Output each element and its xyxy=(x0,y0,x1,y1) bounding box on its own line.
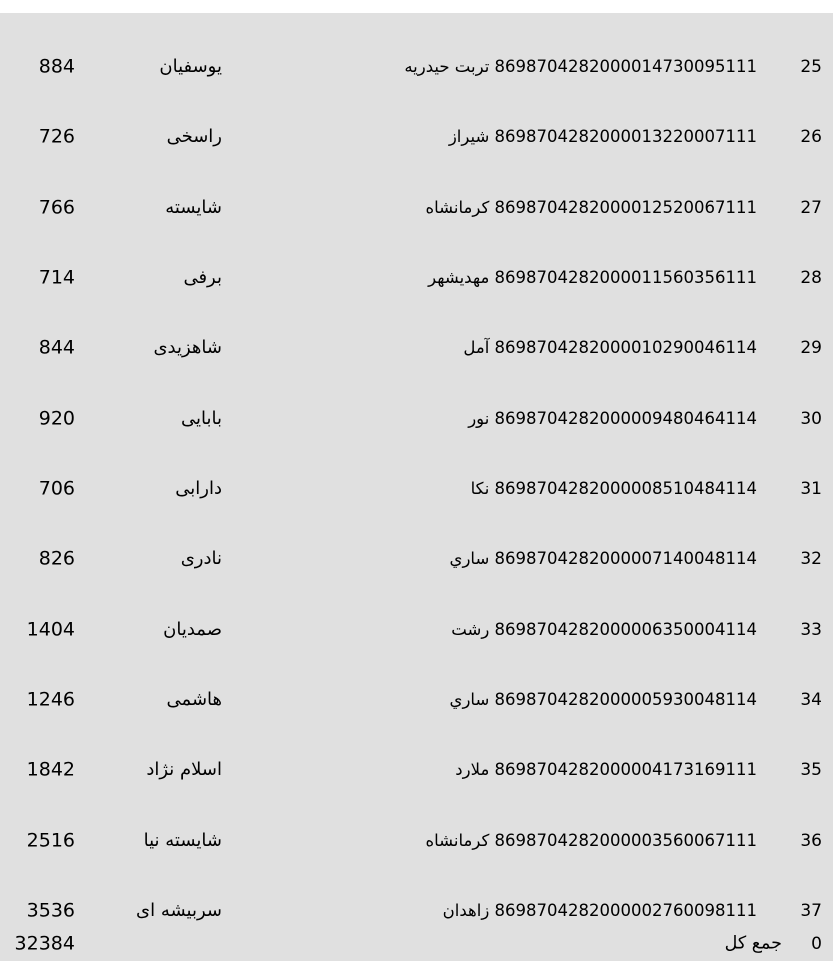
row-number: 33 xyxy=(800,619,822,640)
row-code: 8698704282000008510484114 xyxy=(494,479,757,499)
row-code-city xyxy=(240,409,757,429)
row-city: كرمانشاه xyxy=(425,830,490,850)
row-code: 8698704282000006350004114 xyxy=(494,619,757,639)
report-table xyxy=(0,13,833,961)
row-value: 714 xyxy=(38,266,75,289)
row-number: 34 xyxy=(800,689,822,710)
row-city: ساري xyxy=(449,690,490,710)
row-surname: نادرى xyxy=(180,548,222,570)
table-row xyxy=(0,524,833,594)
row-value: 1842 xyxy=(26,759,75,782)
row-value: 2516 xyxy=(26,829,75,852)
row-surname: راسخى xyxy=(166,126,222,148)
row-surname: بابايى xyxy=(180,408,222,429)
top-margin-strip xyxy=(0,0,833,13)
row-value: 826 xyxy=(38,548,75,571)
row-number: 32 xyxy=(800,549,822,570)
row-number: 28 xyxy=(800,267,822,288)
row-city: ساري xyxy=(449,549,490,569)
row-code: 8698704282000003560067111 xyxy=(494,830,757,850)
row-code: 8698704282000013220007111 xyxy=(494,127,757,147)
row-code-city xyxy=(240,901,757,921)
row-surname: يوسفيان xyxy=(159,56,222,78)
row-number: 27 xyxy=(800,197,822,218)
row-city: ملارد xyxy=(455,760,490,780)
row-city: نور xyxy=(468,408,490,428)
row-surname: هاشمى xyxy=(166,689,222,711)
row-number: 26 xyxy=(800,127,822,148)
row-number: 37 xyxy=(800,900,822,921)
row-value: 920 xyxy=(38,407,75,430)
table-row xyxy=(0,595,833,665)
row-surname: سربيشه اى xyxy=(136,900,222,922)
row-code-city xyxy=(240,620,757,640)
table-row xyxy=(0,806,833,876)
table-row xyxy=(0,173,833,243)
row-surname: دارابى xyxy=(175,478,222,500)
row-value: 706 xyxy=(38,477,75,500)
row-number: 31 xyxy=(800,478,822,499)
grand-total-label: جمع كل xyxy=(724,933,782,954)
row-value: 726 xyxy=(38,126,75,149)
table-row xyxy=(0,313,833,383)
row-surname: برفى xyxy=(183,267,222,289)
row-number: 30 xyxy=(800,408,822,429)
row-code: 8698704282000004173169111 xyxy=(494,760,757,780)
row-city: رشت xyxy=(451,619,490,639)
grand-total-value: 32384 xyxy=(14,932,75,955)
table-body xyxy=(0,13,833,946)
row-surname: شاهزيدى xyxy=(153,337,222,359)
row-city: تربت حيدريه xyxy=(404,57,490,77)
row-code: 8698704282000012520067111 xyxy=(494,197,757,217)
grand-total-count: 0 xyxy=(811,934,822,955)
row-code-city xyxy=(240,761,757,781)
row-code-city xyxy=(240,550,757,570)
row-value: 3536 xyxy=(26,899,75,922)
row-code-city xyxy=(240,479,757,499)
table-row xyxy=(0,384,833,454)
row-value: 1246 xyxy=(26,688,75,711)
row-code: 8698704282000011560356111 xyxy=(494,268,757,288)
row-surname: اسلام نژاد xyxy=(146,759,222,781)
row-surname: شايسته xyxy=(165,197,222,219)
table-row xyxy=(0,32,833,102)
row-code-city xyxy=(240,339,757,359)
row-code-city xyxy=(240,268,757,288)
grand-total-row xyxy=(0,929,833,959)
row-city: مهديشهر xyxy=(428,268,490,288)
row-code: 8698704282000005930048114 xyxy=(494,690,757,710)
row-value: 884 xyxy=(38,55,75,78)
row-value: 766 xyxy=(38,196,75,219)
row-surname: صمديان xyxy=(163,618,222,640)
row-code: 8698704282000002760098111 xyxy=(494,901,757,921)
row-code-city xyxy=(240,57,757,77)
row-number: 29 xyxy=(800,338,822,359)
row-code-city xyxy=(240,690,757,710)
row-code: 8698704282000007140048114 xyxy=(494,549,757,569)
row-city: آمل xyxy=(463,338,490,358)
row-city: زاهدان xyxy=(442,901,490,921)
row-city: شيراز xyxy=(448,127,490,147)
table-row xyxy=(0,735,833,805)
row-number: 25 xyxy=(800,56,822,77)
table-row xyxy=(0,243,833,313)
row-number: 35 xyxy=(800,760,822,781)
table-row xyxy=(0,665,833,735)
table-row xyxy=(0,454,833,524)
row-city: كرمانشاه xyxy=(425,197,490,217)
row-city: نكا xyxy=(470,479,490,499)
row-value: 844 xyxy=(38,337,75,360)
row-code-city xyxy=(240,831,757,851)
row-code-city xyxy=(240,128,757,148)
row-number: 36 xyxy=(800,830,822,851)
row-code: 8698704282000009480464114 xyxy=(494,408,757,428)
row-surname: شايسته نيا xyxy=(143,829,222,851)
row-code-city xyxy=(240,198,757,218)
row-code: 8698704282000014730095111 xyxy=(494,57,757,77)
table-row xyxy=(0,102,833,172)
row-code: 8698704282000010290046114 xyxy=(494,338,757,358)
row-value: 1404 xyxy=(26,618,75,641)
